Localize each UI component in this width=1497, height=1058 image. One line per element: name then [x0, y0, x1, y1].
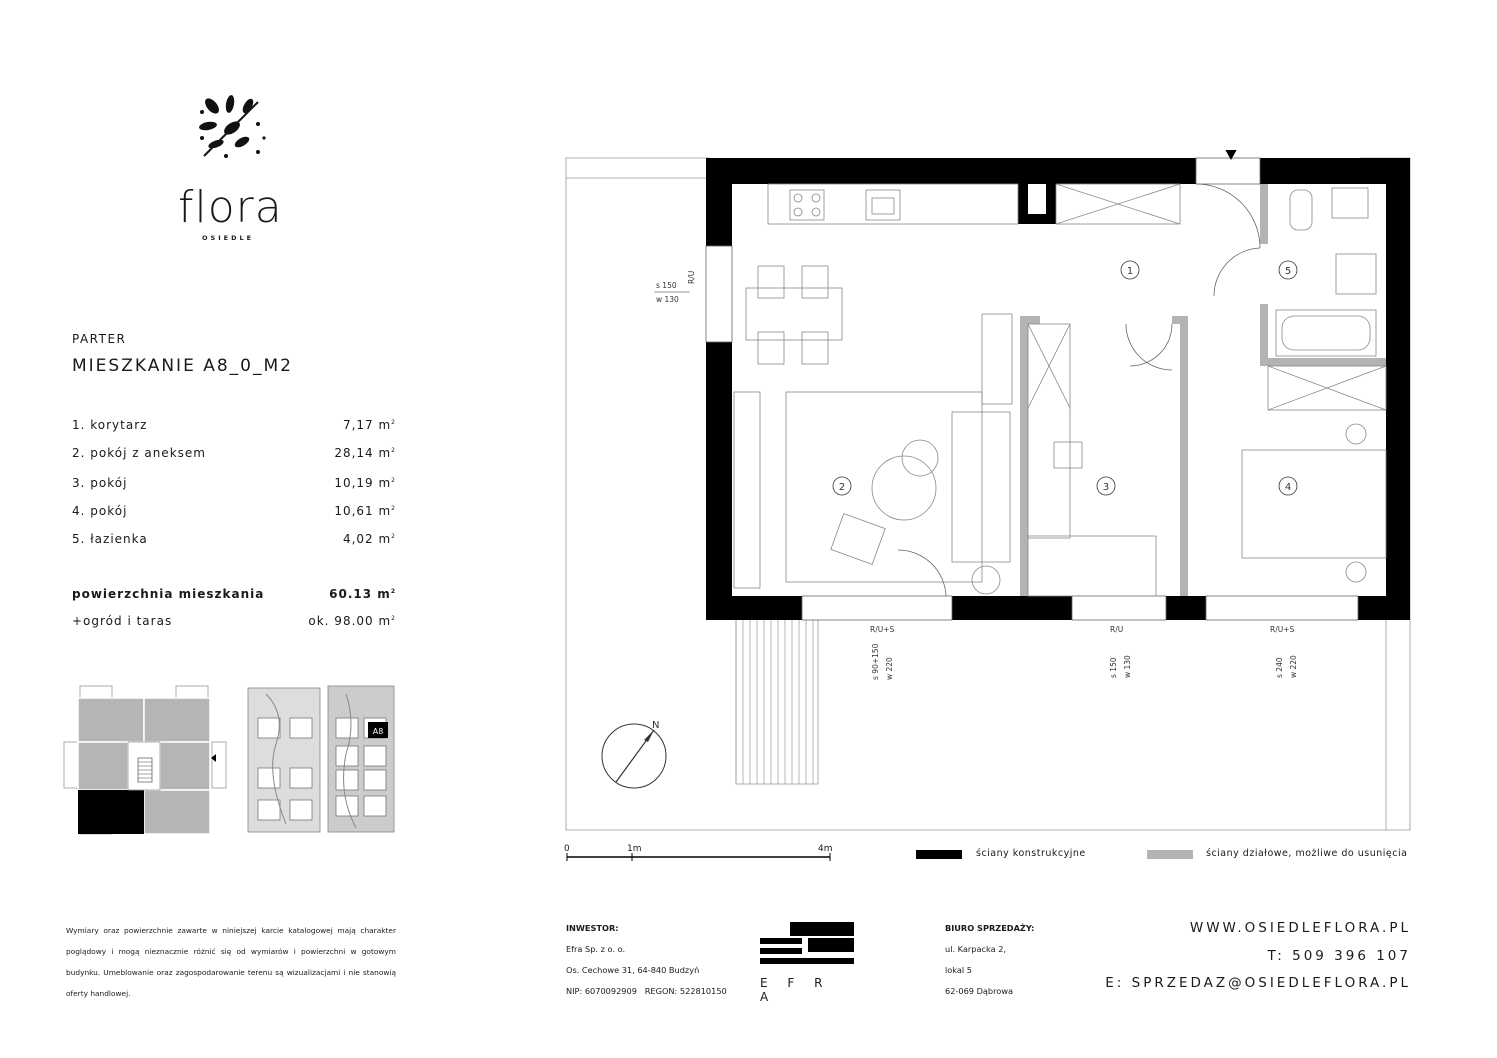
dining-table — [746, 266, 842, 364]
brand-name: flora — [178, 182, 283, 233]
email-link[interactable]: E: SPRZEDAZ@OSIEDLEFLORA.PL — [1105, 975, 1411, 991]
efra-wordmark: E F R A — [760, 976, 831, 1004]
building-keyplan — [62, 684, 228, 836]
flora-leaf-logo-icon — [196, 94, 268, 162]
apartment-title: MIESZKANIE A8_0_M2 — [72, 356, 293, 376]
investor-line: Efra Sp. z o. o. — [566, 944, 626, 954]
window-dimension: s 90+150 — [871, 643, 880, 680]
sales-office-line: 62-069 Dąbrowa — [945, 986, 1014, 996]
brand-subtitle: OSIEDLE — [202, 234, 255, 242]
legend-partition-label: ściany działowe, możliwe do usunięcia — [1206, 848, 1408, 859]
floor-label: PARTER — [72, 332, 127, 346]
room-area: 7,17 m — [342, 418, 392, 432]
phone-number[interactable]: T: 509 396 107 — [1267, 948, 1411, 964]
site-keyplan — [246, 684, 396, 836]
room-label: 4. pokój — [72, 504, 128, 518]
room-number: 5 — [1284, 266, 1292, 277]
window-dimension: s 150 — [656, 281, 677, 290]
room-area: 10,61 m — [334, 504, 392, 518]
room3-furniture — [1028, 324, 1156, 596]
window-type: R/U — [1110, 625, 1124, 634]
garden-area-value: ok. 98.00 m — [308, 614, 392, 628]
room-label: 1. korytarz — [72, 418, 148, 432]
window-dimension: s 150 — [1109, 657, 1118, 678]
investor-title: INWESTOR: — [566, 923, 619, 933]
terrace — [736, 620, 813, 784]
room-number: 4 — [1284, 482, 1292, 493]
legend-partition-swatch — [1147, 850, 1193, 859]
keyplan-unit-label: A8 — [372, 727, 384, 736]
room-label: 5. łazienka — [72, 532, 148, 546]
floor-plan — [560, 150, 1420, 870]
room-number: 1 — [1126, 266, 1134, 277]
website-link[interactable]: WWW.OSIEDLEFLORA.PL — [1189, 920, 1411, 936]
north-arrow-icon — [602, 724, 666, 788]
scale-four: 4m — [818, 844, 833, 854]
room-label: 2. pokój z aneksem — [72, 446, 206, 460]
investor-line: NIP: 6070092909 REGON: 522810150 — [566, 986, 727, 996]
room-area: 28,14 m — [334, 446, 392, 460]
window-type: R/U+S — [1270, 625, 1295, 634]
structural-walls — [706, 158, 1410, 620]
room-area: 10,19 m — [334, 476, 392, 490]
garden-area-label: +ogród i taras — [72, 614, 173, 628]
disclaimer: Wymiary oraz powierzchnie zawarte w niniejszej karcie katalogowej mają charakter poglądowy i mogą nieznacznie różnić się od wymiarów i powierzchni w gotowym budynku. Umeblowanie oraz zagospodarowanie terenu są wizualizacjami i nie stanowią oferty handlowej. — [66, 926, 396, 998]
legend-structural-swatch — [916, 850, 962, 859]
legend-structural-label: ściany konstrukcyjne — [976, 848, 1086, 859]
window-type: R/U — [687, 270, 696, 284]
partition-walls — [1020, 184, 1386, 596]
investor-line: Os. Cechowe 31, 64-840 Budzyń — [566, 965, 700, 975]
north-label: N — [652, 720, 660, 731]
scale-one: 1m — [627, 844, 642, 854]
window-dimension: s 240 — [1275, 657, 1284, 678]
efra-logo-icon — [760, 922, 854, 966]
window-dimension: w 220 — [885, 657, 894, 680]
room-number: 3 — [1102, 482, 1110, 493]
window-dimension: w 130 — [1123, 655, 1132, 678]
room-label: 3. pokój — [72, 476, 128, 490]
window-dimension: w 220 — [1289, 655, 1298, 678]
sales-office-line: lokal 5 — [945, 965, 972, 975]
scale-bar — [560, 842, 850, 864]
sales-office-line: ul. Karpacka 2, — [945, 944, 1007, 954]
sales-office-title: BIURO SPRZEDAŻY: — [945, 923, 1035, 933]
window-type: R/U+S — [870, 625, 895, 634]
window-dimension: w 130 — [656, 295, 679, 304]
total-area-label: powierzchnia mieszkania — [72, 587, 265, 601]
total-area-value: 60.13 m — [329, 587, 391, 601]
room4-furniture — [1242, 366, 1386, 582]
room-number: 2 — [838, 482, 846, 493]
kitchen-counter — [768, 184, 1180, 224]
room-area: 4,02 m — [342, 532, 392, 546]
living-furniture — [734, 314, 1012, 594]
scale-zero: 0 — [564, 844, 570, 854]
